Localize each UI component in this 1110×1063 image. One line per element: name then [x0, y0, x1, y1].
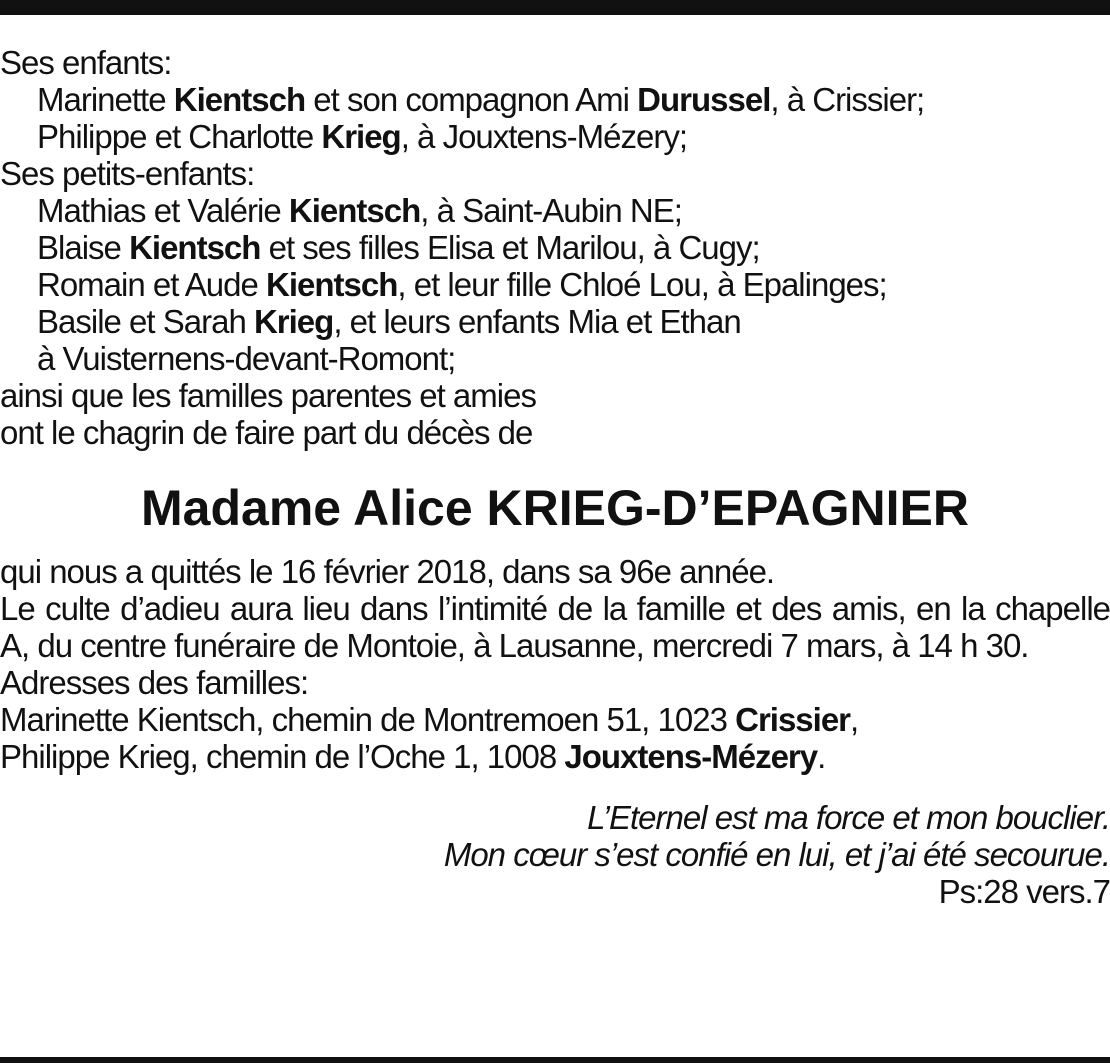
text-segment: , et leur fille Chloé Lou, à Epalinges;	[397, 266, 887, 303]
address-line-1	[0, 701, 1110, 738]
surname: Kientsch	[173, 81, 306, 118]
grandchild-line-5	[0, 340, 1110, 377]
text-segment: Basile et Sarah	[37, 303, 254, 340]
grandchildren-heading: Ses petits-enfants:	[0, 155, 255, 192]
notice-body	[0, 553, 1110, 775]
verse-line-2: Mon cœur s’est confié en lui, et j’ai été secourue.	[443, 836, 1110, 873]
grandchild-line-1	[0, 192, 1110, 229]
text-segment: Marinette	[37, 81, 174, 118]
bottom-border-rule	[0, 1057, 1110, 1063]
text-segment: et son compagnon Ami	[305, 81, 638, 118]
addresses-heading: Adresses des familles:	[0, 664, 309, 701]
text-segment: Blaise	[37, 229, 130, 266]
top-border-rule	[0, 0, 1110, 15]
surname: Kientsch	[129, 229, 261, 266]
text-segment: à Vuisternens-devant-Romont;	[37, 340, 456, 377]
grandchild-line-2	[0, 229, 1110, 266]
grandchild-line-3	[0, 266, 1110, 303]
verse-reference: Ps:28 vers.7	[938, 873, 1110, 910]
text-segment: Marinette Kientsch, chemin de Montremoen 51, 1023	[0, 701, 736, 738]
text-segment: , à Jouxtens-Mézery;	[400, 118, 687, 155]
address-line-2	[0, 738, 1110, 775]
text-segment: Romain et Aude	[37, 266, 266, 303]
deceased-name: Madame Alice KRIEG-D’EPAGNIER	[141, 480, 969, 536]
verse-line-1: L’Eternel est ma force et mon bouclier.	[587, 799, 1110, 836]
surname: Krieg	[321, 118, 401, 155]
closing-line-1: ainsi que les familles parentes et amies	[0, 377, 536, 414]
children-heading: Ses enfants:	[0, 44, 172, 81]
text-segment: , à Crissier;	[770, 81, 925, 118]
text-segment: Philippe et Charlotte	[37, 118, 322, 155]
surname: Krieg	[253, 303, 334, 340]
text-segment: , à Saint-Aubin NE;	[420, 192, 682, 229]
locality: Jouxtens-Mézery	[564, 738, 818, 775]
text-segment: , et leurs enfants Mia et Ethan	[333, 303, 741, 340]
death-line: qui nous a quittés le 16 février 2018, dans sa 96e année.	[0, 553, 775, 590]
surname: Durussel	[637, 81, 771, 118]
locality: Crissier	[735, 701, 851, 738]
text-segment: Mathias et Valérie	[37, 192, 289, 229]
text-segment: et ses filles Elisa et Marilou, à Cugy;	[260, 229, 760, 266]
surname: Kientsch	[266, 266, 398, 303]
grandchild-line-4	[0, 303, 1110, 340]
text-segment: ,	[850, 701, 859, 738]
bible-verse	[0, 799, 1110, 910]
obituary-notice	[0, 44, 1110, 910]
surname: Kientsch	[288, 192, 421, 229]
text-segment: Philippe Krieg, chemin de l’Oche 1, 1008	[0, 738, 565, 775]
child-line-1	[0, 81, 1110, 118]
text-segment: .	[817, 738, 826, 775]
closing-line-2: ont le chagrin de faire part du décès de	[0, 414, 533, 451]
child-line-2	[0, 118, 1110, 155]
service-text: Le culte d’adieu aura lieu dans l’intimité de la famille et des amis, en la chapelle A, du centre funéraire de Montoie, à Lausanne, mercredi 7 mars, à 14 h 30.	[0, 590, 1110, 664]
